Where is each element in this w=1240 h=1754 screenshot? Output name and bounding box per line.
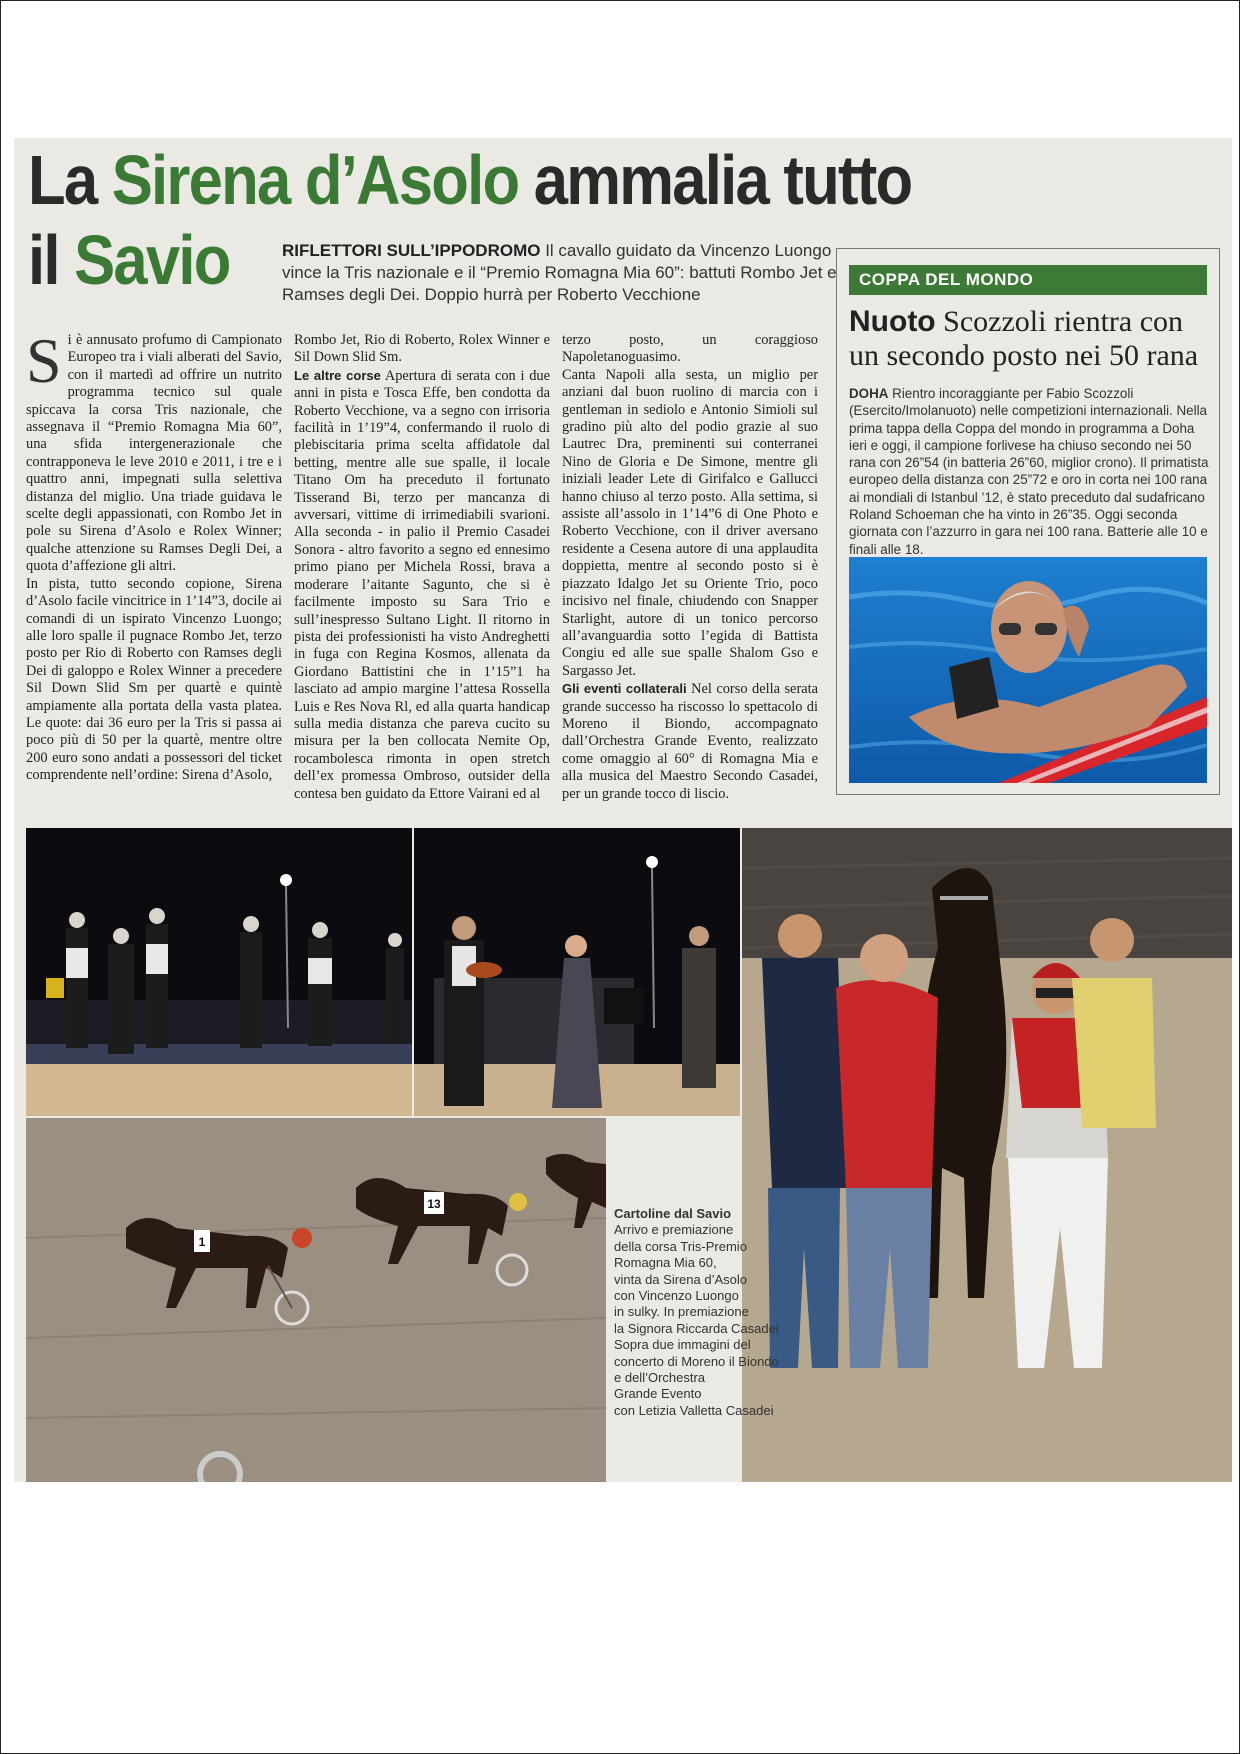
- caption-line: con Vincenzo Luongo: [614, 1288, 739, 1304]
- headline-line-2: [28, 220, 230, 300]
- headline-text: La: [28, 141, 112, 219]
- headline-text: ammalia tutto: [518, 141, 912, 219]
- article-column-2: [294, 332, 550, 803]
- caption-line: vinta da Sirena d’Asolo: [614, 1271, 747, 1287]
- article-paragraph: [562, 680, 818, 803]
- subheading: Le altre corse: [294, 367, 381, 383]
- sidebar-tag: COPPA DEL MONDO: [849, 265, 1207, 295]
- kicker-label: RIFLETTORI SULL’IPPODROMO: [282, 241, 541, 260]
- swimmer-photo: [849, 557, 1207, 783]
- kicker: [282, 240, 842, 306]
- sulky-number-2: 13: [427, 1197, 441, 1211]
- caption-line: in sulky. In premiazione: [614, 1304, 749, 1320]
- sidebar-title: [849, 305, 1214, 373]
- article-paragraph: In pista, tutto secondo copione, Sirena d’Asolo facile vincitrice in 1’14”3, docile ai comandi di un ispirato Vincenzo Luongo; alle loro spalle il pugnace Rombo Jet, terzo posto per Rio di Roberto con Ramses degli Dei di galoppo e Rolex Winner a precedere Sil Down Slid Sm per quartè e quintè ampiamente alla portata della vasta platea. Le quote: dai 36 euro per la Tris si passa ai poco più di 50 per la quartè, mentre oltre 200 euro sono andati a possessori del ticket comprendente nell’ordine: Sirena d’Asolo,: [26, 575, 282, 784]
- article-column-3: [562, 332, 818, 803]
- concert-singers-illustration: [414, 828, 740, 1116]
- headline-highlight: Savio: [74, 221, 230, 299]
- article-paragraph: Canta Napoli alla sesta, un miglio per anziani dal buon ruolino di marcia con i gentleman in sediolo e Antonio Simioli sul gradino più alto del podio grazie al suo Lautrec Dra, preminenti sui conterranei Nino de Gloria e De Simone, mentre gli iniziali leader Lete di Girifalco e Gallucci hanno chiuso al terzo posto. Alla settima, si assiste all’assolo in 1’14”6 di One Photo e Roberto Vecchione, con il driver aversano residente a Cesena autore di una applaudita doppietta, mentre al secondo posto si è piazzato Idalgo Jet su Oriente Trio, poco incisivo nel finale, chiudendo con Snapper Starlight, autore di un tonico percorso all’avanguardia sotto l’egida di Battista Congiu ed alle sue spalle Shalom Gso e Sargasso Jet.: [562, 366, 818, 679]
- sidebar-body: Rientro incoraggiante per Fabio Scozzoli (Esercito/Imolanuoto) nelle competizioni internazionali. Nella prima tappa della Coppa del mondo in programma a Doha ieri e oggi, il campione forlivese ha chiuso secondo nei 50 rana con 26”54 (in batteria 26”60, miglior crono). Il primatista europeo della distanza con 25”72 e oro in corta nei 100 rana ai mondiali di Istanbul ’12, è stato preceduto dal sudafricano Roland Schoeman che ha vinto in 26”35. Oggi seconda giornata con l’azzurro in gara nei 100 rana. Batterie alle 10 e finali alle 18.: [849, 386, 1209, 557]
- caption-line: Arrivo e premiazione: [614, 1222, 734, 1238]
- concert-photo-1: [26, 828, 412, 1116]
- article-text: Nel corso della serata grande successo ha riscosso lo spettacolo di Moreno il Biondo, accompagnato dall’Orchestra Grande Evento, realizzato come omaggio al 60° di Romagna Mia e alla musica del Maestro Secondo Casadei, per un grande tocco di liscio.: [562, 681, 819, 802]
- caption-line: concerto di Moreno il Biondo: [614, 1353, 779, 1369]
- award-ceremony-illustration: [742, 828, 1232, 1482]
- award-ceremony-photo: [742, 828, 1232, 1482]
- drop-cap: S: [26, 325, 62, 396]
- caption-line: Romagna Mia 60,: [614, 1255, 717, 1271]
- swimmer-illustration: [849, 557, 1207, 783]
- headline-text: il: [28, 221, 75, 299]
- sidebar-text: [849, 385, 1211, 558]
- caption-line: la Signora Riccarda Casadei: [614, 1320, 779, 1336]
- sulky-number-1: 1: [198, 1235, 206, 1249]
- article-paragraph: Rombo Jet, Rio di Roberto, Rolex Winner e Sil Down Slid Sm.: [294, 332, 550, 366]
- newspaper-clipping: [14, 138, 1232, 1482]
- concert-stage-illustration: [26, 828, 412, 1116]
- article-paragraph: i è annusato profumo di Campionato Europeo tra i viali alberati del Savio, con il martedì ad offrire un nutrito programma tecnico sul quale spiccava la corsa Tris nazionale, che assegnava il “Premio Romagna Mia 60”, una sfida intergenerazionale che contrapponeva le leve 2010 e 2011, i tre e i quattro anni, impegnati sulla selettiva distanza del miglio. Una triade guidava le scelte degli appassionati, con Rombo Jet in pole su Sirena d’Asolo e Rolex Winner; qualche attenzione su Ramses Degli Dei, a quota d’affezione gli altri.: [26, 332, 282, 575]
- subheading: Gli eventi collaterali: [562, 681, 687, 697]
- article-column-1: [26, 325, 282, 785]
- sidebar-title-bold: Nuoto: [849, 305, 936, 338]
- race-photo: [26, 1118, 606, 1482]
- dateline: DOHA: [849, 386, 889, 401]
- trotting-race-illustration: [26, 1118, 606, 1482]
- sidebar-box: [836, 248, 1220, 795]
- caption-line: Sopra due immagini del: [614, 1337, 751, 1353]
- headline-line-1: [28, 140, 911, 220]
- sidebar-title-rest: Scozzoli rientra con un secondo posto nei 50 rana: [849, 305, 1199, 372]
- article-paragraph: terzo posto, un coraggioso Napoletanoguasimo.: [562, 332, 818, 366]
- caption-line: della corsa Tris-Premio: [614, 1238, 747, 1254]
- headline-highlight: Sirena d’Asolo: [111, 141, 519, 219]
- concert-photo-2: [414, 828, 740, 1116]
- kicker-text: Il cavallo guidato da Vincenzo Luongo vince la Tris nazionale e il “Premio Romagna Mia 60”: battuti Rombo Jet e Ramses degli Dei. Doppio hurrà per Roberto Vecchione: [282, 241, 837, 304]
- caption-line: con Letizia Valletta Casadei: [614, 1402, 774, 1418]
- caption-line: Grande Evento: [614, 1386, 702, 1402]
- caption-title: Cartoline dal Savio: [614, 1206, 732, 1221]
- photo-caption: [614, 1206, 814, 1419]
- article-text: Apertura di serata con i due anni in pista e Tosca Effe, ben condotta da Roberto Vecchione, va a segno con irrisoria facilità in 1’19”4, confermando il ruolo di plebiscitaria prima scelta affidatole dal betting, mentre alle sue spalle, il locale Titano Om ha preceduto il fortunato Tisserand Bi, terzo per mancanza di avversari, vittime di irrimediabili svarioni. Alla seconda - in palio il Premio Casadei Sonora - altro favorito a segno ed ennesimo primo piano per Michela Rossi, brava a moderare l’aitante Sagunto, che si è facilmente imposto su Sara Trio e sull’inespresso Sultano Light. Il ritorno in pista dei professionisti ha visto Andreghetti in fuga con Regina Kosmos, allenata da Giordano Battistini che in 1’15”1 ha lasciato ad ampio margine l’attesa Rossella Luis e Res Nova Rl, ed alla quarta handicap sulla media distanza che pareva cucito su misura per la ben collocata Nemite Op, rocambolesca rimonta in open stretch dell’ex promessa Ombroso, outsider della contesa ben guidato da Ettore Vairani ed al: [294, 367, 551, 802]
- article-paragraph: [294, 367, 550, 803]
- caption-line: e dell’Orchestra: [614, 1370, 706, 1386]
